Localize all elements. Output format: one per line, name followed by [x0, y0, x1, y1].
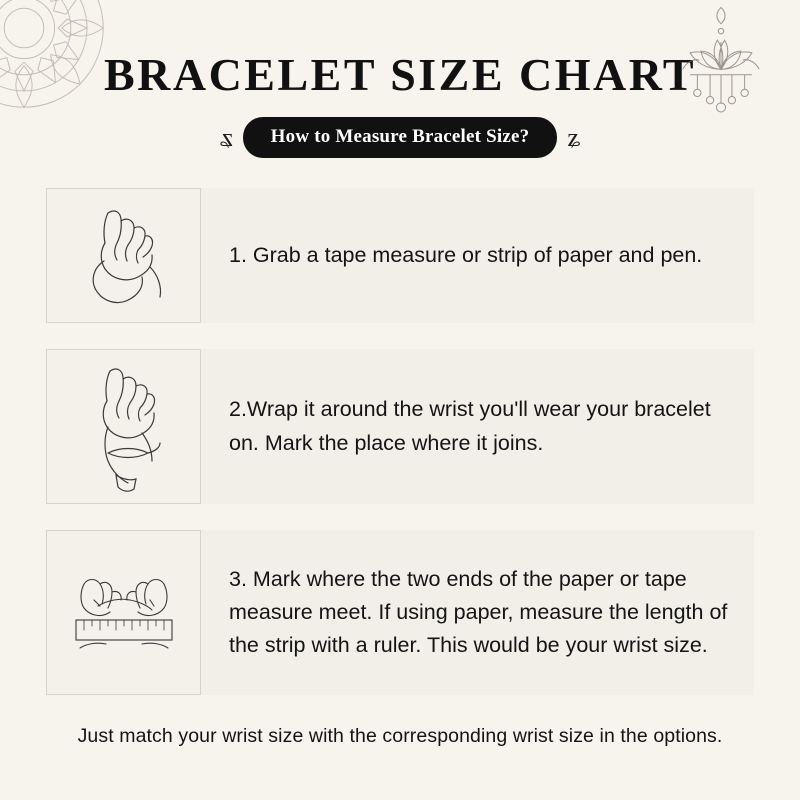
hand-with-tape-measure-illustration — [64, 197, 184, 315]
step-1-text: 1. Grab a tape measure or strip of paper and pen. — [229, 242, 703, 267]
hands-measuring-strip-with-ruler-illustration — [54, 548, 194, 678]
list-item — [46, 188, 754, 323]
list-item — [46, 349, 754, 504]
hand-wrapping-tape-around-wrist-illustration — [64, 357, 184, 497]
step-1-figure — [46, 188, 201, 323]
flourish-right-icon: ʑ — [567, 122, 581, 152]
flourish-left-icon: ʑ — [219, 122, 233, 152]
step-2-text: 2.Wrap it around the wrist you'll wear your bracelet on. Mark the place where it joins. — [229, 397, 711, 455]
subtitle-row — [0, 117, 800, 158]
step-3-figure — [46, 530, 201, 695]
step-2-figure — [46, 349, 201, 504]
steps-list — [0, 188, 800, 695]
footer-note: Just match your wrist size with the corresponding wrist size in the options. — [77, 725, 723, 747]
page-title: BRACELET SIZE CHART — [103, 49, 697, 100]
page-header — [0, 0, 800, 158]
list-item — [46, 530, 754, 695]
subtitle-badge: How to Measure Bracelet Size? — [243, 117, 558, 158]
step-3-text: 3. Mark where the two ends of the paper or tape measure meet. If using paper, measure the length of the strip with a ruler. This would be your wrist size. — [229, 566, 728, 658]
